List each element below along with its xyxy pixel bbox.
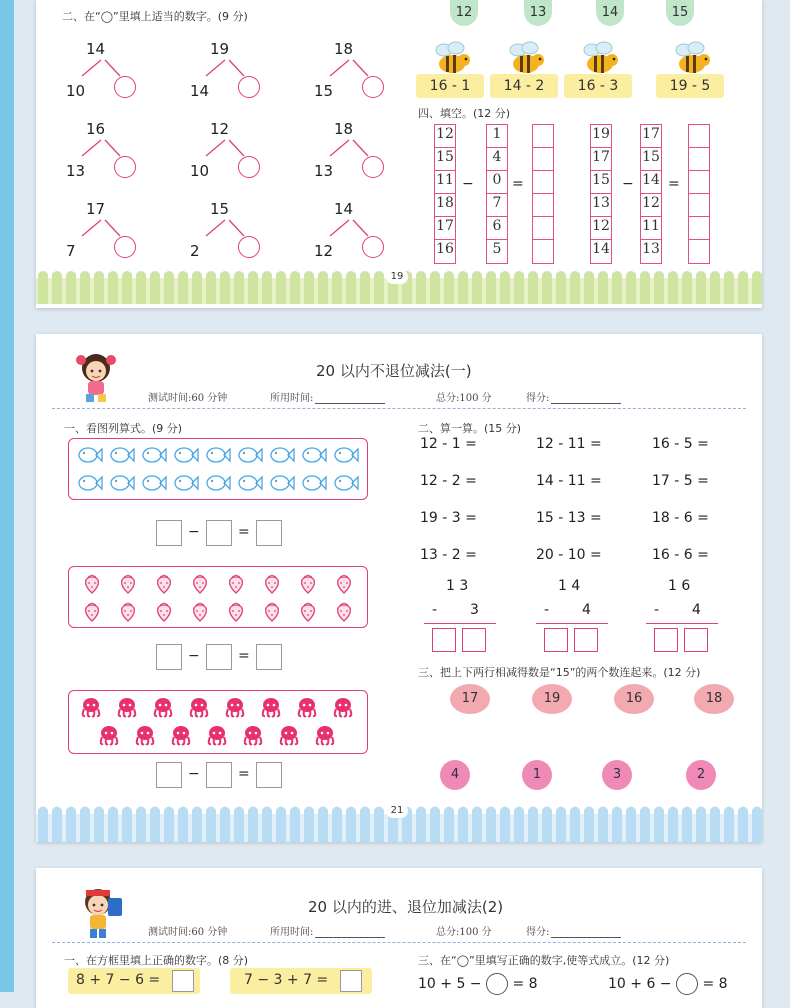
- calculation-item: 16 - 6 =: [652, 547, 709, 563]
- octopus-icon: [133, 725, 157, 747]
- column-number: 6: [492, 218, 502, 234]
- fish-picture-frame: [68, 438, 368, 500]
- equals-sign: =: [512, 176, 524, 192]
- tree-left-number: 15: [314, 82, 334, 100]
- fish-icon: [333, 473, 359, 493]
- tree-top-number: 19: [210, 40, 230, 58]
- column-number: 12: [592, 218, 610, 234]
- section-1-title: 一、看图列算式。(9 分): [64, 422, 183, 435]
- tree-top-number: 16: [86, 120, 106, 138]
- strawberry-icon: [225, 573, 247, 595]
- strawberry-icon: [189, 573, 211, 595]
- cell-divider: [486, 147, 508, 148]
- answer-circle[interactable]: [238, 236, 260, 258]
- page-number: 19: [386, 270, 408, 284]
- page-title: 20 以内不退位减法(一): [316, 362, 472, 380]
- tree-left-number: 12: [314, 242, 334, 260]
- fish-icon: [237, 445, 263, 465]
- fish-icon: [109, 445, 135, 465]
- cartoon-boy-icon: [76, 884, 124, 940]
- cell-divider: [434, 239, 456, 240]
- snail-number: 2: [686, 760, 716, 790]
- cell-divider: [486, 193, 508, 194]
- tree-top-number: 15: [210, 200, 230, 218]
- cell-divider: [688, 239, 710, 240]
- octopus-picture-frame: [68, 690, 368, 754]
- tree-top-number: 18: [334, 40, 354, 58]
- cell-divider: [590, 170, 612, 171]
- answer-box[interactable]: [156, 762, 182, 788]
- meta-time-used: 所用时间:: [270, 389, 385, 404]
- tree-top-number: 14: [86, 40, 106, 58]
- tree-top-number: 18: [334, 120, 354, 138]
- number-circle: 15: [666, 0, 694, 26]
- minus-sign: −: [188, 524, 200, 540]
- calculation-item: 17 - 5 =: [652, 473, 709, 489]
- column-number: 17: [642, 126, 660, 142]
- tree-left-number: 10: [190, 162, 210, 180]
- calculation-item: 18 - 6 =: [652, 510, 709, 526]
- answer-column[interactable]: [688, 124, 710, 264]
- strawberry-icon: [333, 573, 355, 595]
- octopus-icon: [187, 697, 211, 719]
- octopus-icon: [331, 697, 355, 719]
- section-4-title: 四、填空。(12 分): [418, 107, 511, 120]
- vertical-line: [424, 623, 496, 624]
- equals-sign: =: [238, 524, 250, 540]
- section-2-title: 二、算一算。(15 分): [418, 422, 522, 435]
- cell-divider: [640, 193, 662, 194]
- octopus-icon: [295, 697, 319, 719]
- fish-icon: [333, 445, 359, 465]
- section-2-title: 二、在“◯”里填上适当的数字。(9 分): [62, 10, 248, 23]
- column-number: 14: [642, 172, 660, 188]
- cell-divider: [590, 193, 612, 194]
- column-number: 12: [642, 195, 660, 211]
- calculation-item: 16 - 5 =: [652, 436, 709, 452]
- fish-icon: [77, 445, 103, 465]
- answer-circle[interactable]: [362, 236, 384, 258]
- page-number: 21: [386, 804, 408, 818]
- circle-equation-2: 10 + 6 − = 8: [608, 973, 728, 995]
- circle-equation-1: 10 + 5 − = 8: [418, 973, 538, 995]
- worksheet-page-21: [36, 334, 762, 842]
- calculation-item: 20 - 10 =: [536, 547, 602, 563]
- section-1-title: 一、在方框里填上正确的数字。(8 分): [64, 954, 249, 967]
- header-divider: [52, 942, 746, 943]
- bee-expression: 16 - 3: [564, 74, 632, 98]
- column-number: 11: [436, 172, 454, 188]
- cell-divider: [640, 147, 662, 148]
- column-number: 14: [592, 241, 610, 257]
- bee-icon: [670, 40, 714, 78]
- meta-total-score: 总分:100 分: [436, 393, 492, 404]
- tree-left-number: 2: [190, 242, 200, 260]
- answer-circle[interactable]: [238, 156, 260, 178]
- strawberry-icon: [153, 601, 175, 623]
- octopus-icon: [79, 697, 103, 719]
- strawberry-icon: [261, 573, 283, 595]
- column-number: 4: [492, 149, 502, 165]
- calculation-item: 19 - 3 =: [420, 510, 477, 526]
- answer-circle[interactable]: [114, 156, 136, 178]
- vertical-bottom-number: 3: [470, 602, 479, 618]
- strawberry-icon: [261, 601, 283, 623]
- answer-box[interactable]: [654, 628, 678, 652]
- cell-divider: [590, 147, 612, 148]
- box-equation-2: 7 − 3 + 7 =: [230, 968, 372, 994]
- octopus-icon: [241, 725, 265, 747]
- tree-top-number: 17: [86, 200, 106, 218]
- cell-divider: [688, 170, 710, 171]
- column-number: 16: [436, 241, 454, 257]
- column-number: 13: [592, 195, 610, 211]
- vertical-line: [536, 623, 608, 624]
- bee-icon: [578, 40, 622, 78]
- worksheet-page-19: [36, 0, 762, 308]
- snail-number: 4: [440, 760, 470, 790]
- bee-icon: [504, 40, 548, 78]
- answer-box[interactable]: [256, 644, 282, 670]
- fish-icon: [301, 473, 327, 493]
- section-3-title: 三、把上下两行相减得数是“15”的两个数连起来。(12 分): [418, 666, 701, 679]
- strawberry-icon: [297, 601, 319, 623]
- box-equation-1: 8 + 7 − 6 =: [68, 968, 200, 994]
- fish-icon: [205, 445, 231, 465]
- strawberry-icon: [81, 601, 103, 623]
- answer-box[interactable]: [340, 970, 362, 992]
- cell-divider: [688, 216, 710, 217]
- calculation-item: 12 - 11 =: [536, 436, 602, 452]
- answer-box[interactable]: [206, 762, 232, 788]
- minus-sign: −: [622, 176, 634, 192]
- tree-left-number: 13: [66, 162, 86, 180]
- fish-icon: [205, 473, 231, 493]
- header-divider: [52, 408, 746, 409]
- tree-left-number: 13: [314, 162, 334, 180]
- calculation-item: 12 - 2 =: [420, 473, 477, 489]
- cell-divider: [532, 193, 554, 194]
- column-number: 19: [592, 126, 610, 142]
- octopus-icon: [97, 725, 121, 747]
- vertical-top-number: 1 4: [558, 578, 581, 594]
- column-number: 13: [642, 241, 660, 257]
- left-edge-bar: [0, 0, 14, 992]
- answer-box[interactable]: [684, 628, 708, 652]
- fish-icon: [173, 445, 199, 465]
- column-number: 15: [642, 149, 660, 165]
- cell-divider: [434, 147, 456, 148]
- column-number: 15: [436, 149, 454, 165]
- cell-divider: [640, 170, 662, 171]
- bee-expression: 14 - 2: [490, 74, 558, 98]
- fish-icon: [141, 445, 167, 465]
- vertical-top-number: 1 3: [446, 578, 469, 594]
- tree-left-number: 10: [66, 82, 86, 100]
- answer-circle[interactable]: [362, 76, 384, 98]
- cell-divider: [590, 216, 612, 217]
- tree-top-number: 12: [210, 120, 230, 138]
- cell-divider: [688, 147, 710, 148]
- meta-score: 得分:: [526, 389, 621, 404]
- answer-circle[interactable]: [114, 236, 136, 258]
- strawberry-icon: [117, 601, 139, 623]
- cell-divider: [688, 193, 710, 194]
- octopus-icon: [313, 725, 337, 747]
- cell-divider: [434, 170, 456, 171]
- answer-box[interactable]: [172, 970, 194, 992]
- tree-left-number: 7: [66, 242, 76, 260]
- cell-divider: [590, 239, 612, 240]
- answer-box[interactable]: [256, 762, 282, 788]
- column-number: 11: [642, 218, 660, 234]
- meta-test-time: 测试时间:60 分钟: [148, 393, 228, 404]
- equals-sign: =: [238, 766, 250, 782]
- vertical-line: [646, 623, 718, 624]
- column-number: 17: [436, 218, 454, 234]
- cell-divider: [486, 170, 508, 171]
- answer-box[interactable]: [544, 628, 568, 652]
- meta-test-time: 测试时间:60 分钟: [148, 927, 228, 938]
- bee-expression: 16 - 1: [416, 74, 484, 98]
- snail-number: 18: [694, 684, 734, 714]
- number-circle: 12: [450, 0, 478, 26]
- answer-box[interactable]: [206, 520, 232, 546]
- cell-divider: [532, 239, 554, 240]
- strawberry-icon: [297, 573, 319, 595]
- answer-box[interactable]: [462, 628, 486, 652]
- vertical-minus: -: [544, 602, 550, 618]
- snail-number: 17: [450, 684, 490, 714]
- section-3-title: 三、在“◯”里填写正确的数字,使等式成立。(12 分): [418, 954, 670, 967]
- fish-icon: [173, 473, 199, 493]
- strawberry-icon: [153, 573, 175, 595]
- number-circle: 14: [596, 0, 624, 26]
- vertical-minus: -: [432, 602, 438, 618]
- tree-left-number: 14: [190, 82, 210, 100]
- answer-box[interactable]: [156, 520, 182, 546]
- answer-box[interactable]: [574, 628, 598, 652]
- cartoon-girl-icon: [72, 348, 120, 404]
- strawberry-picture-frame: [68, 566, 368, 628]
- meta-total-score: 总分:100 分: [436, 927, 492, 938]
- cell-divider: [532, 147, 554, 148]
- strawberry-icon: [81, 573, 103, 595]
- cell-divider: [434, 193, 456, 194]
- calculation-item: 12 - 1 =: [420, 436, 477, 452]
- answer-box[interactable]: [156, 644, 182, 670]
- worksheet-page-next: [36, 868, 762, 1008]
- vertical-top-number: 1 6: [668, 578, 691, 594]
- calculation-item: 14 - 11 =: [536, 473, 602, 489]
- snail-number: 1: [522, 760, 552, 790]
- minus-sign: −: [462, 176, 474, 192]
- octopus-icon: [205, 725, 229, 747]
- cell-divider: [486, 216, 508, 217]
- strawberry-icon: [225, 601, 247, 623]
- snail-number: 3: [602, 760, 632, 790]
- tree-top-number: 14: [334, 200, 354, 218]
- cell-divider: [486, 239, 508, 240]
- snail-number: 16: [614, 684, 654, 714]
- number-circle: 13: [524, 0, 552, 26]
- vertical-bottom-number: 4: [692, 602, 701, 618]
- fish-icon: [269, 445, 295, 465]
- fish-icon: [269, 473, 295, 493]
- column-number: 5: [492, 241, 502, 257]
- fish-icon: [237, 473, 263, 493]
- answer-column[interactable]: [532, 124, 554, 264]
- fish-icon: [301, 445, 327, 465]
- answer-circle[interactable]: [362, 156, 384, 178]
- calculation-item: 15 - 13 =: [536, 510, 602, 526]
- snail-number: 19: [532, 684, 572, 714]
- column-number: 12: [436, 126, 454, 142]
- fish-icon: [109, 473, 135, 493]
- column-number: 0: [492, 172, 502, 188]
- strawberry-icon: [117, 573, 139, 595]
- column-number: 1: [492, 126, 502, 142]
- answer-box[interactable]: [206, 644, 232, 670]
- minus-sign: −: [188, 648, 200, 664]
- answer-box[interactable]: [432, 628, 456, 652]
- column-number: 15: [592, 172, 610, 188]
- equals-sign: =: [238, 648, 250, 664]
- octopus-icon: [115, 697, 139, 719]
- bee-expression: 19 - 5: [656, 74, 724, 98]
- meta-score: 得分:: [526, 923, 621, 938]
- cell-divider: [532, 170, 554, 171]
- cell-divider: [640, 239, 662, 240]
- column-number: 17: [592, 149, 610, 165]
- cell-divider: [434, 216, 456, 217]
- octopus-icon: [259, 697, 283, 719]
- cell-divider: [532, 216, 554, 217]
- vertical-bottom-number: 4: [582, 602, 591, 618]
- strawberry-icon: [189, 601, 211, 623]
- octopus-icon: [277, 725, 301, 747]
- minus-sign: −: [188, 766, 200, 782]
- octopus-icon: [151, 697, 175, 719]
- answer-box[interactable]: [256, 520, 282, 546]
- page-title: 20 以内的进、退位加减法(2): [308, 898, 504, 916]
- cell-divider: [640, 216, 662, 217]
- octopus-icon: [169, 725, 193, 747]
- meta-time-used: 所用时间:: [270, 923, 385, 938]
- column-number: 7: [492, 195, 502, 211]
- strawberry-icon: [333, 601, 355, 623]
- fish-icon: [141, 473, 167, 493]
- bee-icon: [430, 40, 474, 78]
- fish-icon: [77, 473, 103, 493]
- octopus-icon: [223, 697, 247, 719]
- vertical-minus: -: [654, 602, 660, 618]
- answer-circle[interactable]: [114, 76, 136, 98]
- column-number: 18: [436, 195, 454, 211]
- equals-sign: =: [668, 176, 680, 192]
- calculation-item: 13 - 2 =: [420, 547, 477, 563]
- answer-circle[interactable]: [238, 76, 260, 98]
